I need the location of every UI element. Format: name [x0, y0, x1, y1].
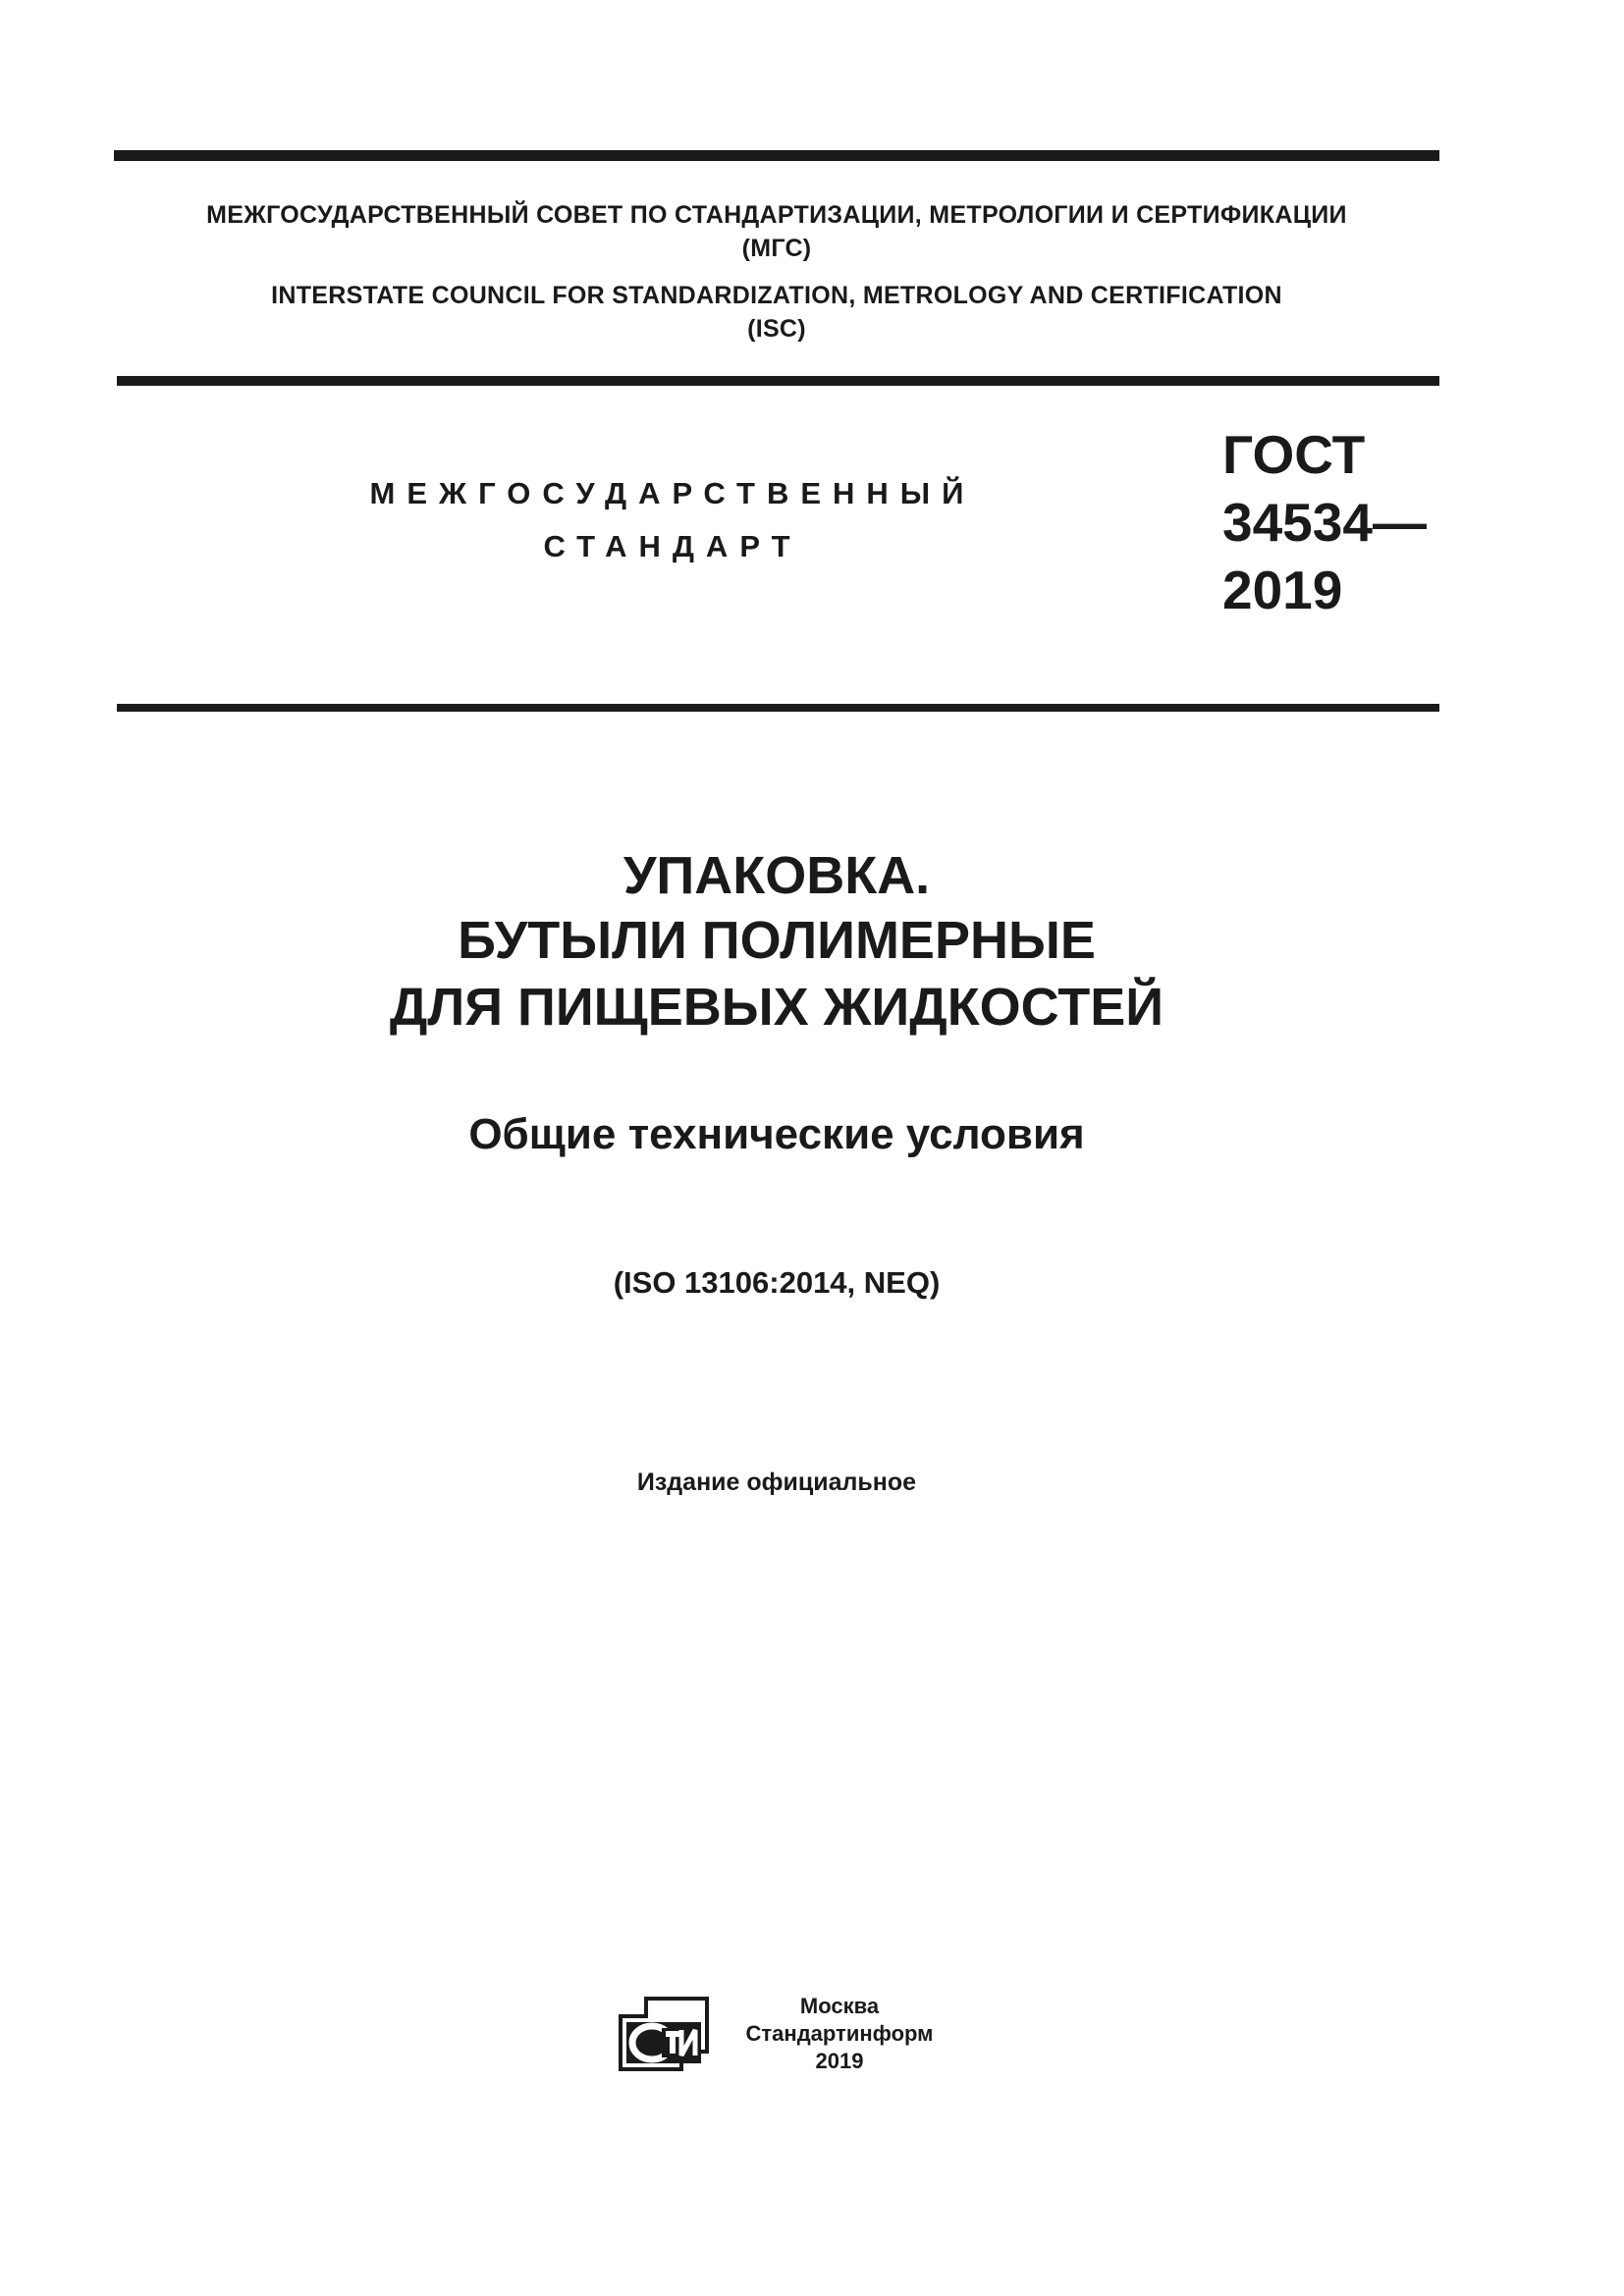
council-name-en	[114, 279, 1439, 346]
document-title-line2: БУТЫЛИ ПОЛИМЕРНЫЕ	[458, 911, 1096, 970]
document-title-line1: УПАКОВКА.	[623, 846, 931, 905]
publisher-city: Москва	[799, 1994, 880, 2018]
top-divider	[114, 150, 1439, 161]
standard-type-line2: СТАНДАРТ	[543, 529, 802, 563]
council-abbr-en: (ISC)	[747, 315, 806, 343]
publisher-name: Стандартинформ	[745, 2021, 934, 2046]
gost-number: 34534—	[1222, 492, 1427, 553]
gost-label: ГОСТ	[1222, 424, 1366, 485]
edition-note: Издание официальное	[636, 1468, 917, 1496]
council-name-en-line1: INTERSTATE COUNCIL FOR STANDARDIZATION, METROLOGY AND CERTIFICATION	[271, 282, 1282, 309]
gost-year: 2019	[1222, 560, 1343, 620]
designation-divider	[117, 704, 1439, 712]
iso-reference: (ISO 13106:2014, NEQ)	[613, 1265, 941, 1300]
document-subtitle: Общие технические условия	[468, 1110, 1085, 1158]
publisher-year: 2019	[815, 2049, 864, 2073]
council-name-ru-line1: МЕЖГОСУДАРСТВЕННЫЙ СОВЕТ ПО СТАНДАРТИЗАЦИИ, МЕТРОЛОГИИ И СЕРТИФИКАЦИИ	[206, 201, 1347, 229]
council-name-ru	[114, 198, 1439, 265]
document-title-line3: ДЛЯ ПИЩЕВЫХ ЖИДКОСТЕЙ	[389, 978, 1164, 1037]
standartinform-logo-icon	[617, 1995, 711, 2071]
header-divider	[117, 376, 1439, 386]
standard-type-line1: МЕЖГОСУДАРСТВЕННЫЙ	[369, 476, 976, 510]
council-abbr-ru: (МГС)	[741, 235, 812, 262]
